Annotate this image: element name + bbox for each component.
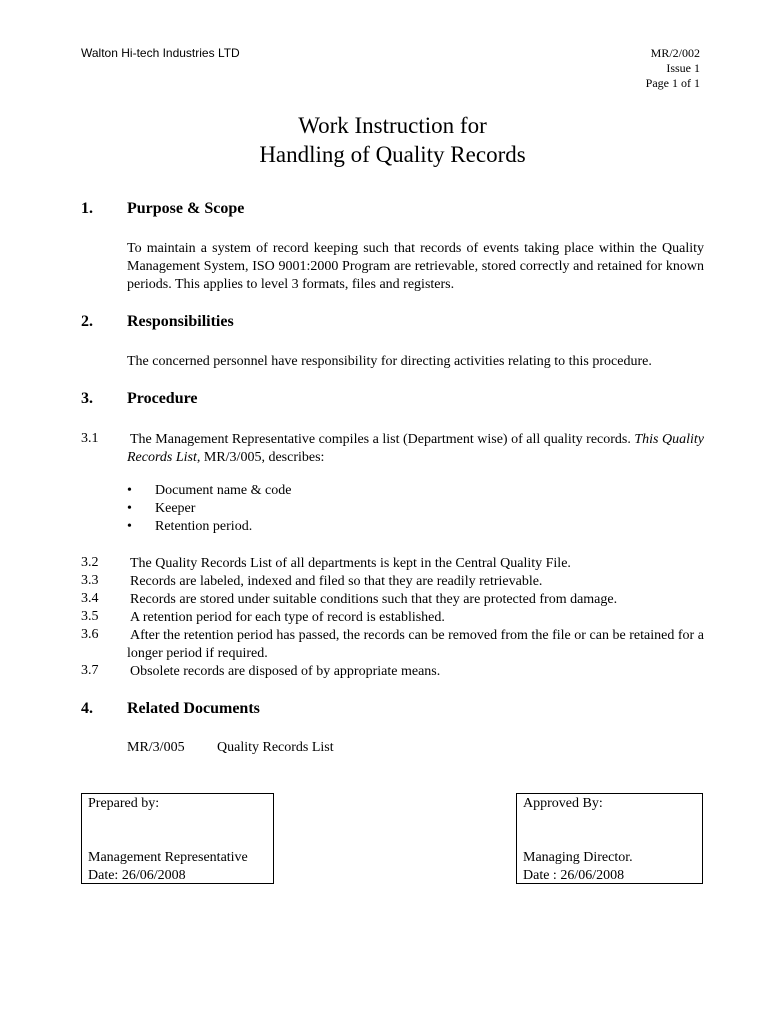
step-number: 3.2: [81, 555, 99, 570]
step-3-1-text-a: The Management Representative compiles a list (Department wise) of all quality records.: [130, 432, 631, 447]
step-text: Obsolete records are disposed of by appropriate means.: [130, 664, 441, 679]
section-3-heading: Procedure: [127, 390, 198, 407]
bullet-icon: •: [127, 501, 132, 516]
doc-issue: Issue 1: [666, 61, 700, 75]
prepared-by-box: [81, 793, 274, 884]
prepared-by-date: Date: 26/06/2008: [88, 868, 186, 883]
step-3-1-text-b: , MR/3/005, describes:: [196, 450, 325, 465]
step-text: The Quality Records List of all departments is kept in the Central Quality File.: [130, 556, 571, 571]
approved-by-date: Date : 26/06/2008: [523, 868, 625, 883]
section-2-number: 2.: [81, 313, 93, 330]
step-3-1-number: 3.1: [81, 431, 99, 446]
step-3-1-text: [127, 431, 704, 467]
step-text: A retention period for each type of record is established.: [130, 610, 445, 625]
step-number: 3.5: [81, 609, 99, 624]
section-1-number: 1.: [81, 200, 93, 217]
section-1-heading: Purpose & Scope: [127, 200, 245, 217]
section-2-heading: Responsibilities: [127, 313, 234, 330]
bullet-item: Retention period.: [155, 519, 253, 534]
doc-reference: [646, 46, 700, 91]
prepared-by-role: Management Representative: [88, 850, 248, 865]
related-doc-code: MR/3/005: [127, 740, 185, 755]
step-number: 3.4: [81, 591, 99, 606]
step-number: 3.6: [81, 627, 99, 642]
approved-by-box: [516, 793, 703, 884]
section-1-body: To maintain a system of record keeping such that records of events taking place within the Quality Management System, ISO 9001:2000 Program are retrievable, stored correctly and retained for known periods. This applies to level 3 formats, files and registers.: [127, 241, 704, 292]
section-3-number: 3.: [81, 390, 93, 407]
bullet-item: Keeper: [155, 501, 196, 516]
approved-by-role: Managing Director.: [523, 850, 633, 865]
related-doc-name: Quality Records List: [217, 740, 334, 755]
section-4-number: 4.: [81, 700, 93, 717]
step-number: 3.7: [81, 663, 99, 678]
bullet-item: Document name & code: [155, 483, 292, 498]
title-line-2: Handling of Quality Records: [259, 142, 526, 167]
company-name: Walton Hi-tech Industries LTD: [81, 46, 240, 60]
document-title: [0, 111, 768, 169]
bullet-icon: •: [127, 519, 132, 534]
quality-records-list-italic: This Quality Records List: [127, 432, 705, 465]
step-text: Records are labeled, indexed and filed so that they are readily retrievable.: [130, 574, 543, 589]
page-indicator: Page 1 of 1: [645, 76, 700, 90]
doc-number: MR/2/002: [650, 46, 700, 60]
section-4-heading: Related Documents: [127, 700, 260, 717]
bullet-icon: •: [127, 483, 132, 498]
section-2-body: The concerned personnel have responsibility for directing activities relating to this procedure.: [127, 354, 652, 369]
prepared-by-label: Prepared by:: [88, 796, 160, 811]
step-text: Records are stored under suitable conditions such that they are protected from damage.: [130, 592, 618, 607]
title-line-1: Work Instruction for: [298, 113, 487, 138]
step-text: After the retention period has passed, the records can be removed from the file or can be retained for a longer period if required.: [127, 628, 704, 661]
approved-by-label: Approved By:: [523, 796, 603, 811]
step-number: 3.3: [81, 573, 99, 588]
